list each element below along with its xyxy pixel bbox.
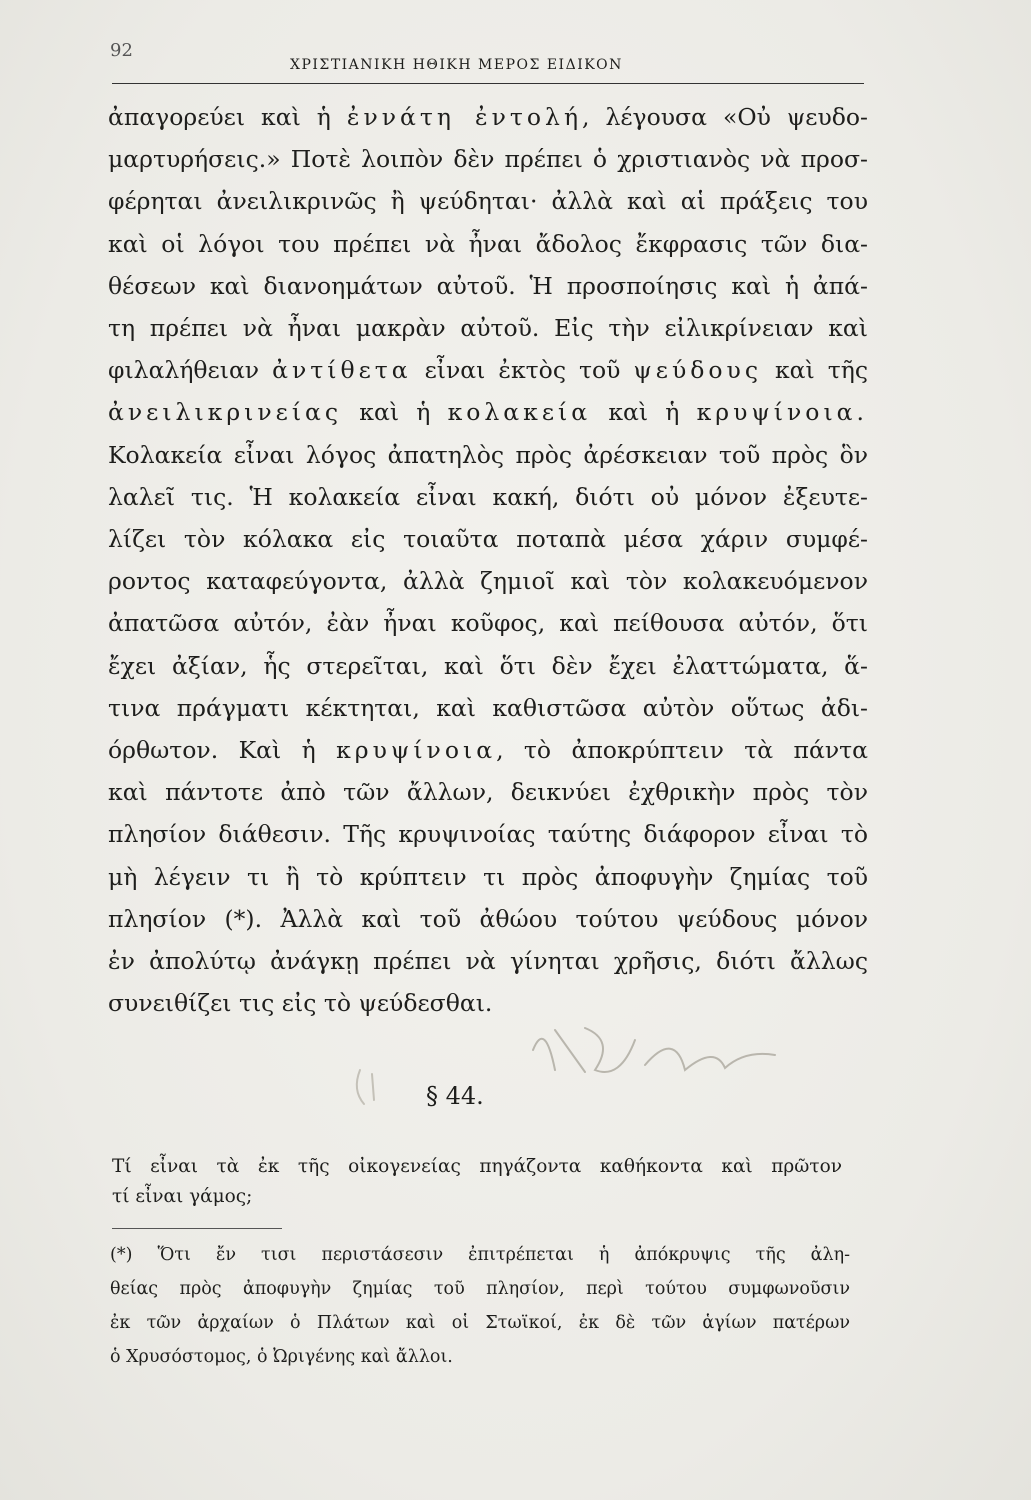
text-line: Τί εἶναι τὰ ἐκ τῆς οἰκογενείας πηγάζοντα καθήκοντα καὶ πρῶτον — [112, 1156, 842, 1177]
text-line: ἀνειλικρινείας καὶ ἡ κολακεία καὶ ἡ κρυψίνοια. — [108, 398, 869, 427]
text-line: ροντος καταφεύγοντα, ἀλλὰ ζημιοῖ καὶ τὸν κολακευόμενον — [108, 567, 868, 596]
emphasized-text: ἐννάτη ἐντολή — [346, 103, 583, 131]
text-line: ὁ Χρυσόστομος, ὁ Ὠριγένης καὶ ἄλλοι. — [110, 1347, 453, 1367]
handwritten-mark — [525, 1010, 785, 1090]
text-line: ἀπατῶσα αὐτόν, ἐὰν ἦναι κοῦφος, καὶ πείθουσα αὐτόν, ὅτι — [108, 609, 868, 638]
section-heading: § 44. — [426, 1082, 484, 1110]
header-rule — [112, 83, 864, 84]
text-line: μαρτυρήσεις.» Ποτὲ λοιπὸν δὲν πρέπει ὁ χριστιανὸς νὰ προσ- — [108, 145, 868, 174]
text-line: τινα πράγματι κέκτηται, καὶ καθιστῶσα αὐτὸν οὕτως ἀδι- — [108, 693, 868, 722]
text-line: τί εἶναι γάμος; — [112, 1186, 253, 1207]
text-line: τη πρέπει νὰ ἦναι μακρὰν αὐτοῦ. Εἰς τὴν εἰλικρίνειαν καὶ — [108, 314, 868, 343]
footnote-rule — [112, 1228, 282, 1229]
running-head: ΧΡΙΣΤΙΑΝΙΚΗ ΗΘΙΚΗ ΜΕΡΟΣ ΕΙΔΙΚΟΝ — [290, 57, 623, 73]
text-line: όρθωτον. Καὶ ἡ κρυψίνοια, τὸ ἀποκρύπτειν τὰ πάντα — [108, 736, 868, 765]
text-line: μὴ λέγειν τι ἢ τὸ κρύπτειν τι πρὸς ἀποφυγὴν ζημίας τοῦ — [108, 862, 868, 891]
text-line: θείας πρὸς ἀποφυγὴν ζημίας τοῦ πλησίον, περὶ τούτου συμφωνοῦσιν — [110, 1279, 850, 1299]
text-line: πλησίον (*). Ἀλλὰ καὶ τοῦ ἀθώου τούτου ψεύδους μόνον — [108, 904, 868, 933]
pencil-mark — [350, 1060, 410, 1110]
text-line: καὶ πάντοτε ἀπὸ τῶν ἄλλων, δεικνύει ἐχθρικὴν πρὸς τὸν — [108, 778, 868, 807]
emphasized-text: ψεύδους — [633, 356, 763, 385]
text-line: Κολακεία εἶναι λόγος ἀπατηλὸς πρὸς ἀρέσκειαν τοῦ πρὸς ὃν — [108, 440, 868, 469]
emphasized-text: κρυψίνοια. — [696, 398, 869, 427]
text-line: συνειθίζει τις εἰς τὸ ψεύδεσθαι. — [108, 989, 493, 1018]
emphasized-text: ἀνειλικρινείας — [108, 398, 343, 427]
text-line: λαλεῖ τις. Ἡ κολακεία εἶναι κακή, διότι οὐ μόνον ἐξευτε- — [108, 482, 868, 511]
text-line: φιλαλήθειαν ἀντίθετα εἶναι ἐκτὸς τοῦ ψεύδους καὶ τῆς — [108, 356, 868, 385]
text-line: ἐκ τῶν ἀρχαίων ὁ Πλάτων καὶ οἱ Στωϊκοί, ἐκ δὲ τῶν ἁγίων πατέρων — [110, 1313, 850, 1333]
text-line: λίζει τὸν κόλακα εἰς τοιαῦτα ποταπὰ μέσα χάριν συμφέ- — [108, 525, 868, 554]
emphasized-text: κολακεία — [447, 398, 592, 427]
footnote — [110, 1238, 850, 1374]
text-line: ἔχει ἀξίαν, ἧς στερεῖται, καὶ ὅτι δὲν ἔχει ἐλαττώματα, ἅ- — [108, 651, 868, 680]
text-line: πλησίον διάθεσιν. Τῆς κρυψινοίας ταύτης διάφορον εἶναι τὸ — [108, 820, 868, 849]
text-line: φέρηται ἀνειλικρινῶς ἢ ψεύδηται· ἀλλὰ καὶ αἱ πράξεις του — [108, 187, 868, 216]
text-line: θέσεων καὶ διανοημάτων αὐτοῦ. Ἡ προσποίησις καὶ ἡ ἀπά- — [108, 271, 868, 300]
section-question — [112, 1152, 842, 1212]
page-number: 92 — [110, 40, 133, 61]
body-paragraph — [108, 96, 868, 1024]
text-line: ἐν ἀπολύτῳ ἀνάγκῃ πρέπει νὰ γίνηται χρῆσις, διότι ἄλλως — [108, 947, 868, 976]
emphasized-text: κρυψίνοια — [336, 736, 497, 765]
emphasized-text: ἀντίθετα — [272, 356, 412, 385]
text-line: (*) Ὅτι ἔν τισι περιστάσεσιν ἐπιτρέπεται ἡ ἀπόκρυψις τῆς ἀλη- — [110, 1245, 850, 1265]
text-line: καὶ οἱ λόγοι του πρέπει νὰ ἦναι ἄδολος ἔκφρασις τῶν δια- — [108, 229, 868, 258]
text-line: ἀπαγορεύει καὶ ἡ ἐννάτη ἐντολή, λέγουσα «Οὐ ψευδο- — [108, 103, 868, 131]
